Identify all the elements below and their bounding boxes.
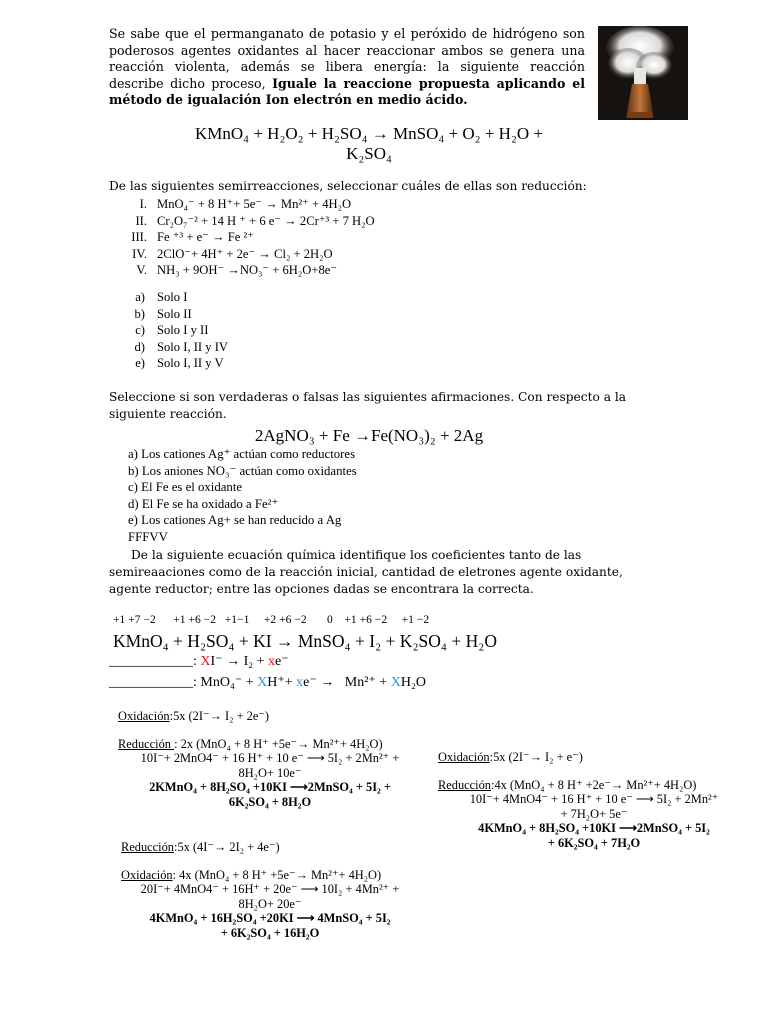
equation-silver: 2AgNO₃ + Fe →Fe(NO₃)₂ + 2Ag xyxy=(254,426,484,445)
q1-prompt: De las siguientes semirreacciones, seleccionar cuáles de ellas son reducción: xyxy=(109,179,587,193)
option-item[interactable]: b) Solo II xyxy=(134,306,192,321)
option-box-1[interactable]: Oxidación:5x (2I⁻→ I₂ + 2e⁻) Reducción : 2x (MnO₄ + 8 H⁺ +5e⁻→ Mn²⁺+ 4H₂O) 10I⁻+ 2MnO4⁻ + 16 H⁺ + 10 e⁻ ⟶ 5I₂ + 2Mn²⁺ + 8H₂O+ 10e⁻ 2KMnO₄ + 8H₂SO₄ +10KI ⟶2MnSO₄ + 5I₂ + 6K₂SO₄ + 8H₂O xyxy=(118,709,400,809)
answer-text: FFFVV xyxy=(128,529,168,544)
option-item[interactable]: c) Solo I y II xyxy=(135,323,209,338)
blank-reduction-line: ____________: MnO₄⁻ + XH⁺+ xe⁻ → Mn²⁺ + XH₂O xyxy=(109,675,426,690)
intro-text: Se sabe que el permanganato de potasio y el peróxido de hidrógeno son poderosos agentes oxidantes al hacer reaccionar ambos se genera una reacción violenta, además se libera energía: la siguiente reacción describe dicho proceso, xyxy=(109,26,585,91)
semireaction-list xyxy=(109,196,529,279)
explosion-photo xyxy=(598,26,688,120)
list-item: III. Fe ⁺³ + e⁻ → Fe ²⁺ xyxy=(131,230,254,245)
q2-statements xyxy=(128,446,548,546)
intro-paragraph xyxy=(109,26,585,109)
equation-line-1: KMnO₄ + H₂O₂ + H₂SO₄ → MnSO₄ + O₂ + H₂O + xyxy=(194,124,543,143)
q2-prompt: Seleccione si son verdaderas o falsas las siguientes afirmaciones. Con respecto a la siguiente reacción. xyxy=(109,390,626,421)
option-item[interactable]: a) Solo I xyxy=(135,290,188,304)
statement: b) Los aniones NO₃⁻ actúan como oxidantes xyxy=(128,463,357,478)
option-box-2[interactable]: Oxidación:5x (2I⁻→ I₂ + e⁻) Reducción:4x (MnO₄ + 8 H⁺ +2e⁻→ Mn²⁺+ 4H₂O) 10I⁻+ 4MnO4⁻ + 16 H⁺ + 10 e⁻ ⟶ 5I₂ + 2Mn²⁺ + 7H₂O+ 5e⁻ 4KMnO₄ + 8H₂SO₄ +10KI ⟶2MnSO₄ + 5I₂ + 6K₂SO₄ + 7H₂O xyxy=(438,750,719,850)
q1-options xyxy=(109,289,409,372)
list-item: V. NH₃ + 9OH⁻ →NO₃⁻ + 6H₂O+8e⁻ xyxy=(136,263,337,278)
equation-kmno4-ki: KMnO₄ + H₂SO₄ + KI → MnSO₄ + I₂ + K₂SO₄ + H₂O xyxy=(113,631,498,651)
list-item: I. MnO₄⁻ + 8 H⁺+ 5e⁻ → Mn²⁺ + 4H₂O xyxy=(139,197,352,211)
statement: d) El Fe se ha oxidado a Fe²⁺ xyxy=(128,496,279,511)
option-item[interactable]: e) Solo I, II y V xyxy=(135,356,224,371)
equation-line-2: K₂SO₄ xyxy=(346,144,392,163)
intro-bold-instruction: Iguale la reaccione propuesta aplicando el método de igualación Ion electrón en medio ácido. xyxy=(109,75,585,108)
statement: e) Los cationes Ag+ se han reducido a Ag xyxy=(128,513,342,528)
list-item: IV. 2ClO⁻+ 4H⁺ + 2e⁻ → Cl₂ + 2H₂O xyxy=(132,246,333,261)
option-item[interactable]: d) Solo I, II y IV xyxy=(134,339,229,354)
list-item: II. Cr₂O₇⁻² + 14 H ⁺ + 6 e⁻ → 2Cr⁺³ + 7 H₂O xyxy=(135,213,375,228)
statement: a) Los cationes Ag⁺ actúan como reductores xyxy=(128,447,356,461)
blank-oxidation-line: ____________: XI⁻ → I₂ + xe⁻ xyxy=(109,654,289,669)
oxidation-numbers: +1 +7 −2 +1 +6 −2 +1−1 +2 +6 −2 0 +1 +6 −2 +1 −2 xyxy=(113,613,430,626)
option-box-3[interactable]: Reducción:5x (4I⁻→ 2I₂ + 4e⁻) Oxidación: 4x (MnO₄ + 8 H⁺ +5e⁻→ Mn²⁺+ 4H₂O) 20I⁻+ 4MnO4⁻ + 16H⁺ + 20e⁻ ⟶ 10I₂ + 4Mn²⁺ + 8H₂O+ 20e⁻ 4KMnO₄ + 16H₂SO₄ +20KI ⟶ 4MnSO₄ + 5I₂ + 6K₂SO₄ + 16H₂O xyxy=(121,840,400,940)
equation-permanganate xyxy=(109,124,629,164)
explosion-image xyxy=(598,26,688,120)
q3-prompt: De la siguiente ecuación química identifique los coeficientes tanto de las semireaaciones como de la reacción inicial, cantidad de eletrones agente oxidante, agente reductor; entre las opciones dadas se encontrara la correcta. xyxy=(109,548,623,596)
statement: c) El Fe es el oxidante xyxy=(128,480,243,495)
